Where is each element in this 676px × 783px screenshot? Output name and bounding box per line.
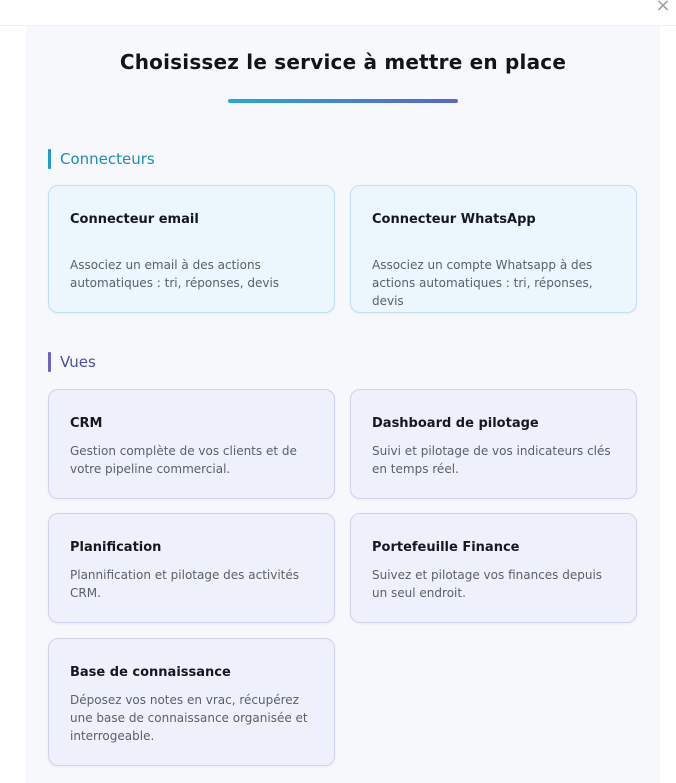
card-title: Portefeuille Finance bbox=[372, 540, 520, 555]
card-base-de-connaissance[interactable] bbox=[48, 638, 335, 766]
card-title: Planification bbox=[70, 540, 162, 555]
page-title: Choisissez le service à mettre en place bbox=[119, 50, 567, 74]
card-crm[interactable] bbox=[48, 389, 335, 499]
card-description: Gestion complète de vos clients et de votre pipeline commercial. bbox=[70, 444, 297, 476]
card-description: Associez un compte Whatsapp à des actions automatiques : tri, réponses, devis bbox=[372, 258, 593, 308]
card-title: Connecteur WhatsApp bbox=[372, 212, 536, 227]
card-description: Plannification et pilotage des activités CRM. bbox=[70, 568, 300, 600]
title-underline bbox=[228, 99, 458, 103]
section-header-connecteurs bbox=[48, 149, 155, 169]
section-accent-bar bbox=[48, 149, 51, 169]
card-planification[interactable] bbox=[48, 513, 335, 623]
card-title: Dashboard de pilotage bbox=[372, 416, 539, 431]
card-connecteur-whatsapp[interactable] bbox=[350, 185, 637, 313]
card-title: Connecteur email bbox=[70, 212, 199, 227]
section-header-vues bbox=[48, 352, 96, 372]
card-description: Suivez et pilotage vos finances depuis un seul endroit. bbox=[372, 568, 603, 600]
section-label-vues: Vues bbox=[60, 353, 96, 371]
close-icon[interactable]: × bbox=[655, 0, 671, 16]
section-accent-bar bbox=[48, 352, 51, 372]
card-title: Base de connaissance bbox=[70, 665, 231, 680]
card-dashboard-de-pilotage[interactable] bbox=[350, 389, 637, 499]
card-portefeuille-finance[interactable] bbox=[350, 513, 637, 623]
top-bar bbox=[0, 0, 676, 26]
card-connecteur-email[interactable] bbox=[48, 185, 335, 313]
card-description: Suivi et pilotage de vos indicateurs clés en temps réel. bbox=[372, 444, 611, 476]
section-label-connecteurs: Connecteurs bbox=[60, 150, 155, 168]
service-picker-panel bbox=[26, 26, 660, 783]
card-title: CRM bbox=[70, 416, 103, 431]
card-description: Associez un email à des actions automatiques : tri, réponses, devis bbox=[70, 258, 280, 290]
card-description: Déposez vos notes en vrac, récupérez une base de connaissance organisée et interrogeable. bbox=[70, 693, 308, 743]
